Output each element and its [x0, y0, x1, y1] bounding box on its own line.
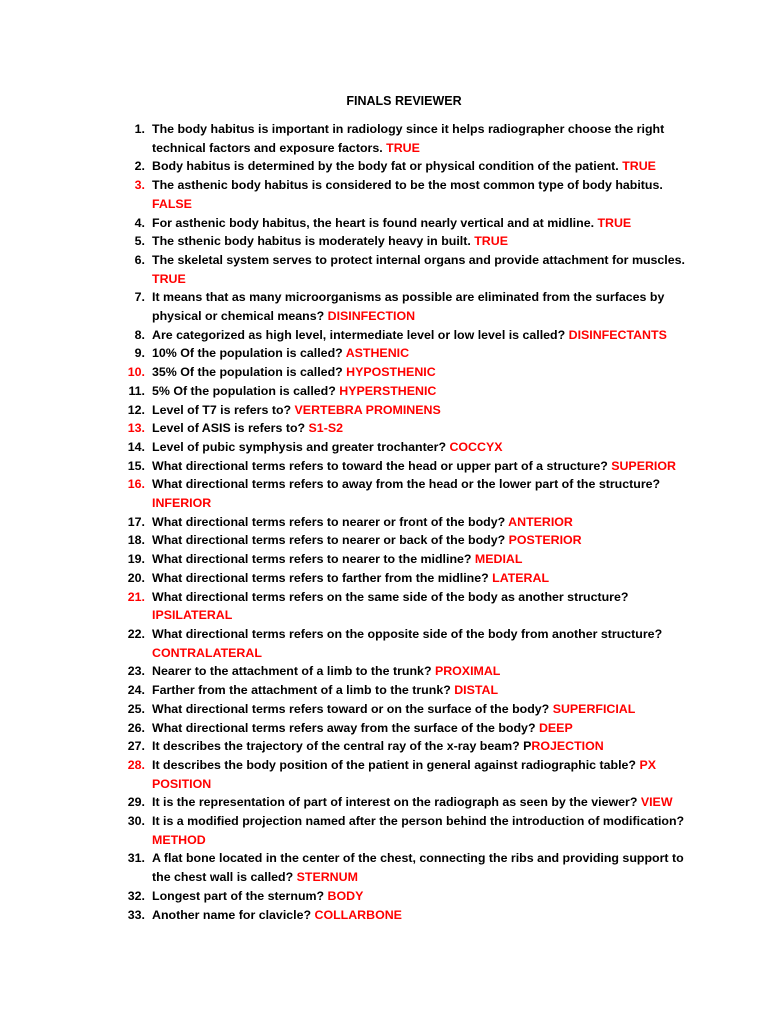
item-line: [152, 401, 677, 420]
list-item: [117, 120, 677, 157]
question-text: It describes the trajectory of the central ray of the x-ray beam? P: [152, 739, 532, 754]
item-number: 33.: [127, 907, 145, 922]
item-line: [152, 288, 677, 307]
answer-text: TRUE: [597, 215, 632, 230]
question-text: The skeletal system serves to protect internal organs and provide attachment for muscles.: [152, 252, 685, 267]
question-text: What directional terms refers to farther from the midline?: [152, 570, 493, 585]
item-line: [152, 849, 684, 868]
item-line: [152, 606, 677, 625]
item-number: 27.: [127, 739, 145, 754]
answer-text: IPSILATERAL: [152, 608, 233, 623]
answer-text: LATERAL: [492, 570, 550, 585]
item-number: 25.: [127, 701, 145, 716]
item-line: [152, 307, 677, 326]
answer-text: TRUE: [386, 140, 420, 155]
question-text: It is the representation of part of interest on the radiograph as seen by the viewer?: [152, 795, 641, 810]
item-line: [152, 139, 677, 158]
item-line: [152, 232, 677, 251]
list-item: [117, 232, 677, 251]
list-item: [117, 363, 677, 382]
item-number: 22.: [127, 626, 145, 641]
answer-text: PX: [639, 757, 656, 772]
question-text: Level of T7 is refers to?: [152, 402, 295, 417]
item-number: 28.: [127, 757, 145, 772]
item-line: [152, 531, 677, 550]
list-item: [117, 906, 677, 925]
list-item: [117, 588, 677, 625]
question-text: 5% Of the population is called?: [152, 383, 340, 398]
item-line: [152, 569, 677, 588]
list-item: [117, 513, 677, 532]
question-text: What directional terms refers on the same side of the body as another structure?: [152, 589, 629, 604]
item-number: 31.: [127, 851, 145, 866]
answer-text: DISINFECTANTS: [568, 327, 667, 342]
answer-text: DEEP: [538, 720, 573, 735]
item-number: 16.: [127, 477, 145, 492]
answer-text: VIEW: [640, 795, 673, 810]
item-number: 3.: [134, 178, 145, 193]
item-line: [152, 438, 677, 457]
list-item: [117, 382, 677, 401]
item-line: [152, 344, 677, 363]
item-line: [152, 419, 677, 438]
answer-text: STERNUM: [296, 870, 358, 885]
list-item: [117, 662, 677, 681]
answer-text: METHOD: [152, 832, 206, 847]
list-item: [117, 531, 677, 550]
list-item: [117, 569, 677, 588]
item-line: [152, 326, 677, 345]
list-item: [117, 176, 677, 213]
list-item: [117, 700, 677, 719]
item-line: [152, 382, 677, 401]
list-item: [117, 887, 677, 906]
question-text: What directional terms refers toward or on the surface of the body?: [152, 701, 553, 716]
list-item: [117, 326, 677, 345]
list-item: [117, 812, 685, 849]
item-line: [152, 662, 677, 681]
question-text: Are categorized as high level, intermediate level or low level is called?: [152, 327, 569, 342]
list-item: [117, 737, 677, 756]
question-text: Level of pubic symphysis and greater trochanter?: [152, 439, 450, 454]
item-number: 13.: [127, 421, 145, 436]
item-line: [152, 775, 677, 794]
item-number: 15.: [127, 458, 145, 473]
answer-text: SUPERFICIAL: [552, 701, 636, 716]
list-item: [117, 214, 677, 233]
item-line: [152, 588, 677, 607]
item-number: 2.: [134, 159, 145, 174]
item-line: [152, 157, 677, 176]
question-text: For asthenic body habitus, the heart is found nearly vertical and at midline.: [152, 215, 598, 230]
question-text: 35% Of the population is called?: [152, 365, 347, 380]
answer-text: MEDIAL: [474, 552, 523, 567]
item-number: 12.: [127, 402, 145, 417]
answer-text: FALSE: [152, 196, 192, 211]
list-item: [117, 849, 684, 886]
item-number: 20.: [127, 570, 145, 585]
item-line: [152, 831, 677, 850]
question-text: What directional terms refers to nearer to the midline?: [152, 552, 475, 567]
item-line: [152, 793, 677, 812]
answer-text: TRUE: [152, 271, 186, 286]
answer-text: COCCYX: [449, 439, 503, 454]
list-item: [117, 419, 677, 438]
item-line: [152, 494, 677, 513]
answer-text: SUPERIOR: [611, 458, 676, 473]
item-line: [152, 812, 685, 831]
item-line: [152, 251, 685, 270]
question-text: What directional terms refers away from the surface of the body?: [152, 720, 539, 735]
item-line: [152, 644, 677, 663]
item-line: [152, 513, 677, 532]
item-number: 11.: [128, 383, 145, 398]
list-item: [117, 251, 685, 288]
item-line: [152, 214, 677, 233]
question-text: What directional terms refers to nearer or back of the body?: [152, 533, 509, 548]
item-line: [152, 906, 677, 925]
item-line: [152, 737, 677, 756]
item-line: [152, 550, 677, 569]
item-number: 6.: [134, 252, 145, 267]
item-line: [152, 195, 677, 214]
answer-text: HYPERSTHENIC: [339, 383, 437, 398]
answer-text: INFERIOR: [152, 496, 212, 511]
list-item: [117, 401, 677, 420]
item-line: [152, 625, 677, 644]
list-item: [117, 344, 677, 363]
question-text: Body habitus is determined by the body fat or physical condition of the patient.: [152, 159, 623, 174]
question-list: [117, 120, 685, 924]
list-item: [117, 681, 677, 700]
answer-text: POSTERIOR: [508, 533, 582, 548]
question-text: What directional terms refers on the opposite side of the body from another structure?: [152, 626, 663, 641]
answer-text: CONTRALATERAL: [152, 645, 262, 660]
question-text: What directional terms refers to away from the head or the lower part of the structure?: [152, 477, 661, 492]
item-line: [152, 868, 677, 887]
item-line: [152, 363, 677, 382]
list-item: [117, 550, 677, 569]
item-number: 19.: [127, 552, 145, 567]
question-text: physical or chemical means?: [152, 309, 328, 324]
item-number: 17.: [127, 514, 145, 529]
list-item: [117, 475, 677, 512]
item-number: 23.: [127, 664, 145, 679]
question-text: What directional terms refers to toward the head or upper part of a structure?: [152, 458, 612, 473]
item-number: 24.: [127, 683, 145, 698]
question-text: Nearer to the attachment of a limb to the trunk?: [152, 664, 435, 679]
question-text: the chest wall is called?: [152, 870, 297, 885]
item-number: 26.: [127, 720, 145, 735]
item-number: 5.: [134, 234, 145, 249]
item-line: [152, 719, 677, 738]
answer-text: DISINFECTION: [327, 309, 416, 324]
item-number: 1.: [134, 122, 145, 136]
item-line: [152, 457, 677, 476]
answer-text: ROJECTION: [531, 739, 604, 754]
item-number: 32.: [127, 888, 145, 903]
page-title: FINALS REVIEWER: [346, 94, 462, 108]
answer-text: HYPOSTHENIC: [346, 365, 436, 380]
item-line: [152, 270, 677, 289]
list-item: [117, 719, 677, 738]
answer-text: COLLARBONE: [314, 907, 402, 922]
item-number: 9.: [134, 346, 145, 361]
item-line: [152, 475, 677, 494]
list-item: [117, 793, 677, 812]
question-text: It means that as many microorganisms as possible are eliminated from the surfaces by: [152, 290, 665, 305]
question-text: It is a modified projection named after the person behind the introduction of modification?: [152, 814, 685, 829]
answer-text: DISTAL: [454, 683, 499, 698]
question-text: technical factors and exposure factors.: [152, 140, 387, 155]
question-text: The body habitus is important in radiology since it helps radiographer choose the right: [152, 122, 665, 136]
item-number: 30.: [127, 814, 145, 829]
item-line: [152, 756, 677, 775]
item-line: [152, 176, 677, 195]
question-text: The asthenic body habitus is considered to be the most common type of body habitus.: [152, 178, 663, 193]
item-number: 18.: [127, 533, 145, 548]
item-number: 14.: [127, 439, 145, 454]
item-number: 29.: [127, 795, 145, 810]
question-text: What directional terms refers to nearer or front of the body?: [152, 514, 509, 529]
list-item: [117, 438, 677, 457]
answer-text: TRUE: [622, 159, 656, 174]
question-text: Longest part of the sternum?: [152, 888, 328, 903]
question-text: The sthenic body habitus is moderately heavy in built.: [152, 234, 475, 249]
question-text: 10% Of the population is called?: [152, 346, 346, 361]
answer-text: POSITION: [152, 776, 212, 791]
item-number: 4.: [134, 215, 145, 230]
list-item: [117, 625, 677, 662]
question-text: It describes the body position of the patient in general against radiographic table?: [152, 757, 640, 772]
answer-text: ANTERIOR: [508, 514, 573, 529]
answer-text: VERTEBRA PROMINENS: [294, 402, 441, 417]
list-item: [117, 756, 677, 793]
question-text: A flat bone located in the center of the chest, connecting the ribs and providing support to: [152, 851, 684, 866]
item-line: [152, 887, 677, 906]
item-number: 21.: [127, 589, 145, 604]
answer-text: TRUE: [474, 234, 508, 249]
item-number: 8.: [134, 327, 145, 342]
item-line: [152, 681, 677, 700]
question-text: Level of ASIS is refers to?: [152, 421, 309, 436]
list-item: [117, 157, 677, 176]
item-number: 7.: [134, 290, 145, 305]
question-text: Another name for clavicle?: [152, 907, 315, 922]
answer-text: BODY: [327, 888, 364, 903]
item-line: [152, 120, 677, 139]
item-number: 10.: [127, 365, 145, 380]
list-item: [117, 288, 677, 325]
list-item: [117, 457, 677, 476]
question-text: Farther from the attachment of a limb to the trunk?: [152, 683, 455, 698]
item-line: [152, 700, 677, 719]
answer-text: S1-S2: [308, 421, 343, 436]
answer-text: ASTHENIC: [345, 346, 410, 361]
answer-text: PROXIMAL: [434, 664, 501, 679]
